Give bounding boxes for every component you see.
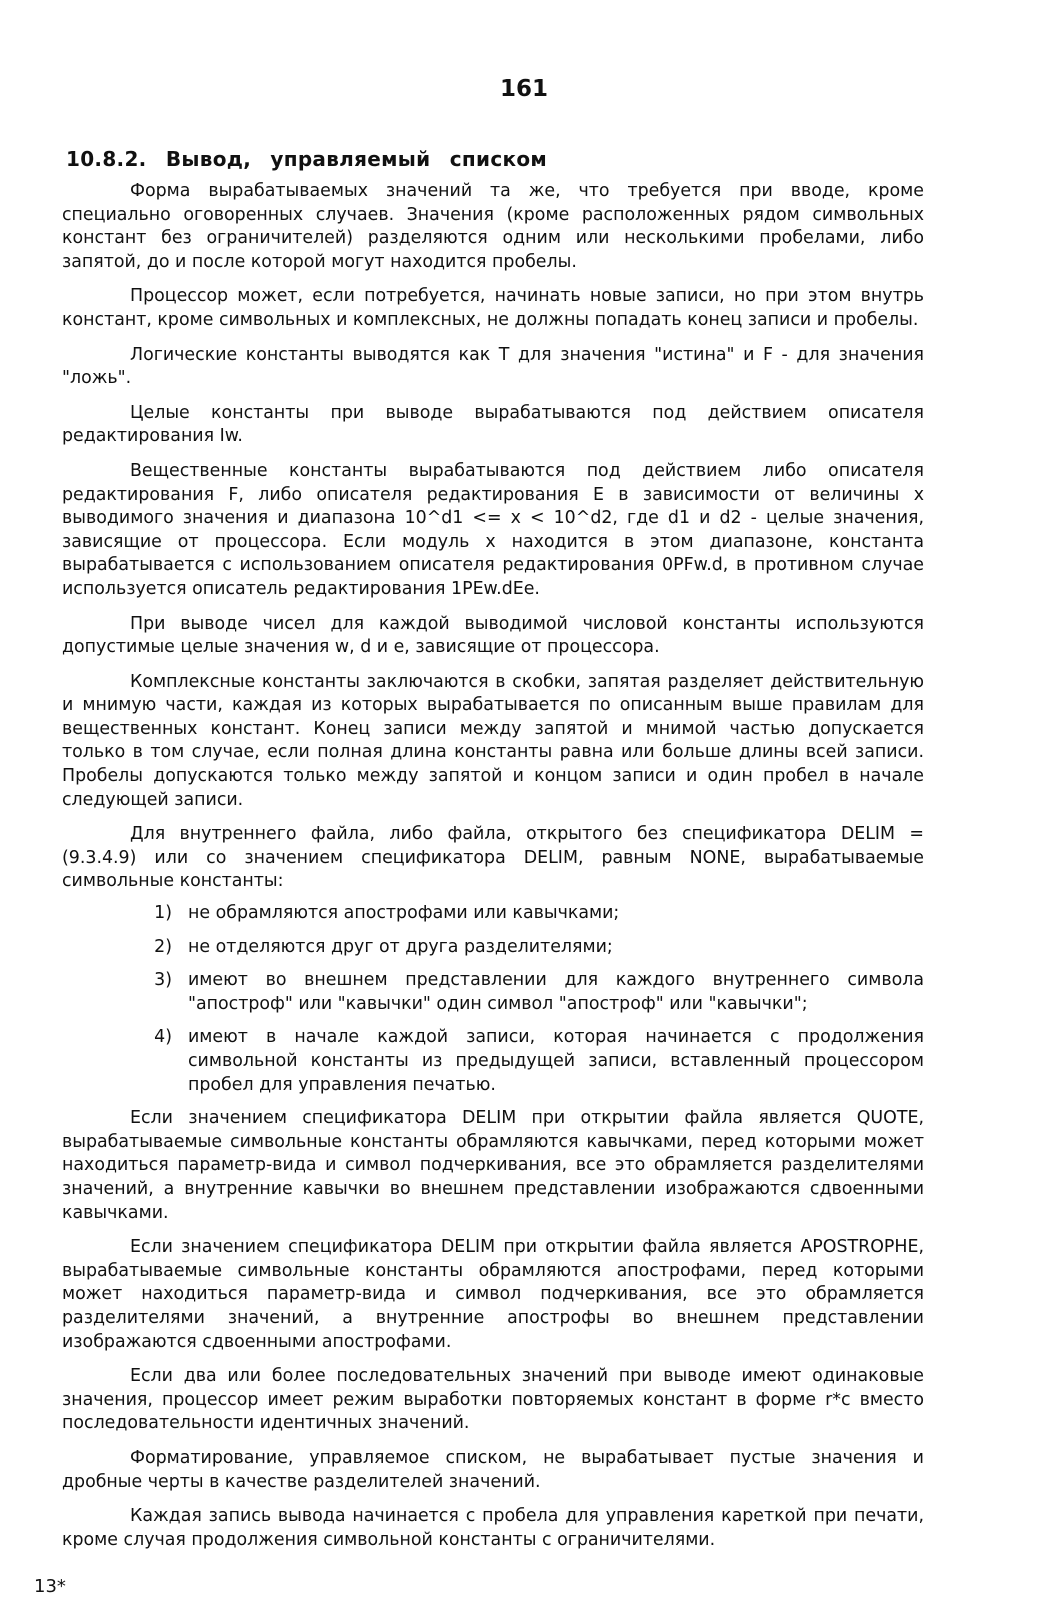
paragraph: Каждая запись вывода начинается с пробела для управления кареткой при печати, кроме случая продолжения символьной константы с ограничителями. — [62, 1506, 924, 1550]
list-item-number: 1) — [154, 903, 172, 924]
section-title: 10.8.2. Вывод, управляемый списком — [66, 147, 548, 171]
list-item — [62, 969, 924, 1016]
paragraph: Если значением спецификатора DELIM при открытии файла является APOSTROPHE, вырабатываемые символьные константы обрамляются апострофами, перед которыми может находиться параметр-вида и символ подчеркивания, все это обрамляется разделителями значений, а внутренние апострофы во внешнем представлении изображаются сдвоенными апострофами. — [62, 1237, 924, 1352]
list-item — [62, 936, 924, 960]
paragraph: Форматирование, управляемое списком, не вырабатывает пустые значения и дробные черты в качестве разделителей значений. — [62, 1447, 924, 1492]
paragraph: Если два или более последовательных значений при выводе имеют одинаковые значения, процессор имеет режим выработки повторяемых констант в форме r*c вместо последовательности идентичных значений. — [62, 1366, 924, 1434]
list-item — [62, 902, 924, 926]
paragraph: Вещественные константы вырабатываются под действием либо описателя редактирования F, либо описателя редактирования E в зависимости от величины x выводимого значения и диапазона 10^d1 <= x < 10^d2, где d1 и d2 - целые значения, зависящие от процессора. Если модуль x находится в этом диапазоне, константа вырабатывается с использованием описателя редактирования 0PFw.d, в противном случае используется описатель редактирования 1PEw.dEe. — [62, 460, 924, 599]
paragraph: Логические константы выводятся как T для значения "истина" и F - для значения "ложь". — [62, 344, 924, 389]
list-item-number: 2) — [154, 936, 172, 957]
list-item-number: 4) — [154, 1027, 172, 1048]
list-item-number: 3) — [154, 970, 172, 991]
enumerated-list — [62, 902, 924, 1097]
paragraph: Форма вырабатываемых значений та же, что требуется при вводе, кроме специально оговоренных случаев. Значения (кроме расположенных рядом символьных констант без ограничителей) разделяются одним или несколькими пробелами, либо запятой, до и после которой могут находится пробелы. — [62, 181, 924, 272]
paragraph: При выводе чисел для каждой выводимой числовой константы используются допустимые целые значения w, d и e, зависящие от процессора. — [62, 613, 924, 658]
list-item-text: не обрамляются апострофами или кавычками; — [188, 903, 620, 924]
footer-signature-mark: 13* — [34, 1576, 66, 1597]
paragraph: Для внутреннего файла, либо файла, открытого без спецификатора DELIM = (9.3.4.9) или со значением спецификатора DELIM, равным NONE, вырабатываемые символьные константы: — [62, 824, 924, 892]
paragraph: Целые константы при выводе вырабатываются под действием описателя редактирования Iw. — [62, 402, 924, 447]
paragraph: Если значением спецификатора DELIM при открытии файла является QUOTE, вырабатываемые символьные константы обрамляются кавычками, перед которыми может находиться параметр-вида и символ подчеркивания, все это обрамляется разделителями значений, а внутренние кавычки во внешнем представлении изображаются сдвоенными кавычками. — [62, 1108, 924, 1223]
paragraph: Комплексные константы заключаются в скобки, запятая разделяет действительную и мнимую части, каждая из которых вырабатывается по описанным выше правилам для вещественных констант. Конец записи между запятой и мнимой частью допускается только в том случае, если полная длина константы равна или больше длины всей записи. Пробелы допускаются только между запятой и концом записи и один пробел в начале следующей записи. — [62, 671, 924, 810]
list-item — [62, 1026, 924, 1097]
list-item-text: не отделяются друг от друга разделителями; — [188, 936, 613, 957]
paragraph: Процессор может, если потребуется, начинать новые записи, но при этом внутрь констант, кроме символьных и комплексных, не должны попадать конец записи и пробелы. — [62, 286, 924, 330]
page-body — [62, 180, 924, 1563]
list-item-text: имеют во внешнем представлении для каждого внутреннего символа "апостроф" или "кавычки" один символ "апостроф" или "кавычки"; — [188, 970, 924, 1014]
page-number: 161 — [499, 76, 548, 102]
list-item-text: имеют в начале каждой записи, которая начинается с продолжения символьной константы из предыдущей записи, вставленный процессором пробел для управления печатью. — [188, 1027, 924, 1095]
